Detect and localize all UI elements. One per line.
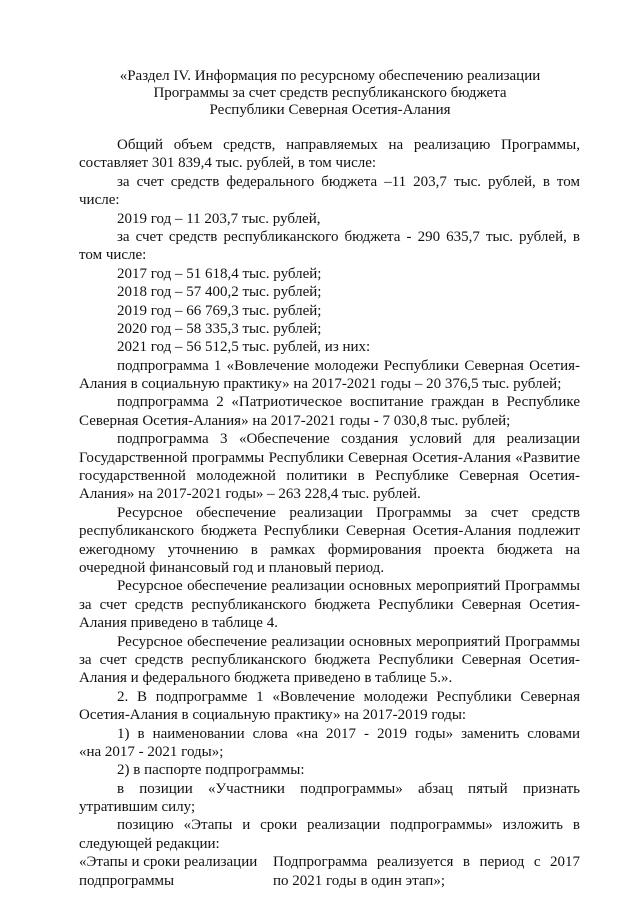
title-line: Республики Северная Осетия-Алания [209, 102, 451, 118]
text-line: подпрограмма 2 «Патриотическое воспитание граждан в Республике [117, 394, 580, 411]
table-row [79, 853, 580, 871]
table-label-cell: подпрограммы [79, 872, 175, 889]
text-line: 2) в паспорте подпрограммы: [117, 762, 305, 779]
text-line: ежегодному уточнению в рамках формирования проекта бюджета на [79, 541, 580, 558]
text-line: Государственной программы Республики Северная Осетия-Алания «Развитие [79, 449, 580, 466]
text-line: позицию «Этапы и сроки реализации подпрограммы» изложить в [117, 817, 580, 834]
text-line: подпрограмма 1 «Вовлечение молодежи Республики Северная Осетия- [117, 357, 580, 374]
text-line: республиканского бюджета Республики Северная Осетия-Алания подлежит [79, 523, 580, 540]
table-row [79, 872, 580, 890]
text-line: Северная Осетия-Алания» на 2017-2021 годы - 7 030,8 тыс. рублей; [79, 412, 511, 429]
document-body [79, 136, 580, 890]
text-line: 2021 год – 56 512,5 тыс. рублей, из них: [117, 339, 371, 356]
text-line: Ресурсное обеспечение реализации Программы за счет средств [117, 504, 580, 521]
text-line: 1) в наименовании слова «на 2017 - 2019 годы» заменить словами [117, 725, 580, 742]
text-line: 2017 год – 51 618,4 тыс. рублей; [117, 265, 322, 282]
text-line: Алания» на 2017-2021 годы» – 263 228,4 тыс. рублей. [79, 486, 421, 503]
text-line: Алания приведено в таблице 4. [79, 615, 278, 632]
text-line: составляет 301 839,4 тыс. рублей, в том числе: [79, 155, 377, 172]
text-line: Осетия-Алания в социальную практику» на 2017-2019 годы: [79, 707, 467, 724]
table-value-cell: Подпрограмма реализуется в период с 2017 [273, 854, 580, 871]
text-line: числе: [79, 192, 120, 209]
title-line: «Раздел IV. Информация по ресурсному обеспечению реализации [119, 68, 541, 84]
text-line: 2019 год – 66 769,3 тыс. рублей; [117, 302, 322, 319]
text-line: за счет средств федерального бюджета –11 203,7 тыс. рублей, в том [117, 173, 580, 190]
text-line: за счет средств республиканского бюджета Республики Северная Осетия- [79, 651, 580, 668]
section-title [80, 68, 580, 119]
text-line: том числе: [79, 247, 147, 264]
text-line: «на 2017 - 2021 годы»; [79, 743, 224, 760]
table-label-cell: «Этапы и сроки реализации [79, 854, 258, 871]
text-line: Ресурсное обеспечение реализации основных мероприятий Программы [117, 578, 580, 595]
text-line: государственной молодежной политики в Республике Северная Осетия- [79, 468, 580, 485]
text-line: подпрограмма 3 «Обеспечение создания условий для реализации [117, 431, 580, 448]
text-line: 2018 год – 57 400,2 тыс. рублей; [117, 284, 322, 301]
text-line: за счет средств республиканского бюджета Республики Северная Осетия- [79, 596, 580, 613]
text-line: Алания и федерального бюджета приведено в таблице 5.». [79, 670, 453, 687]
text-line: 2. В подпрограмме 1 «Вовлечение молодежи Республики Северная [117, 688, 580, 705]
text-line: в позиции «Участники подпрограммы» абзац пятый признать [117, 780, 580, 797]
title-line: Программы за счет средств республиканского бюджета [153, 85, 507, 101]
text-line: утратившим силу; [79, 799, 196, 816]
text-line: 2019 год – 11 203,7 тыс. рублей, [117, 210, 321, 227]
text-line: 2020 год – 58 335,3 тыс. рублей; [117, 320, 322, 337]
text-line: следующей редакции: [79, 835, 220, 852]
text-line: Ресурсное обеспечение реализации основных мероприятий Программы [117, 633, 580, 650]
text-line: Общий объем средств, направляемых на реализацию Программы, [117, 137, 580, 153]
text-line: очередной финансовый год и плановый период. [79, 559, 385, 576]
text-line: за счет средств республиканского бюджета - 290 635,7 тыс. рублей, в [117, 228, 580, 245]
passport-table [79, 853, 580, 890]
table-value-cell: по 2021 годы в один этап»; [273, 872, 446, 889]
text-line: Алания в социальную практику» на 2017-2021 годы – 20 376,5 тыс. рублей; [79, 376, 562, 393]
